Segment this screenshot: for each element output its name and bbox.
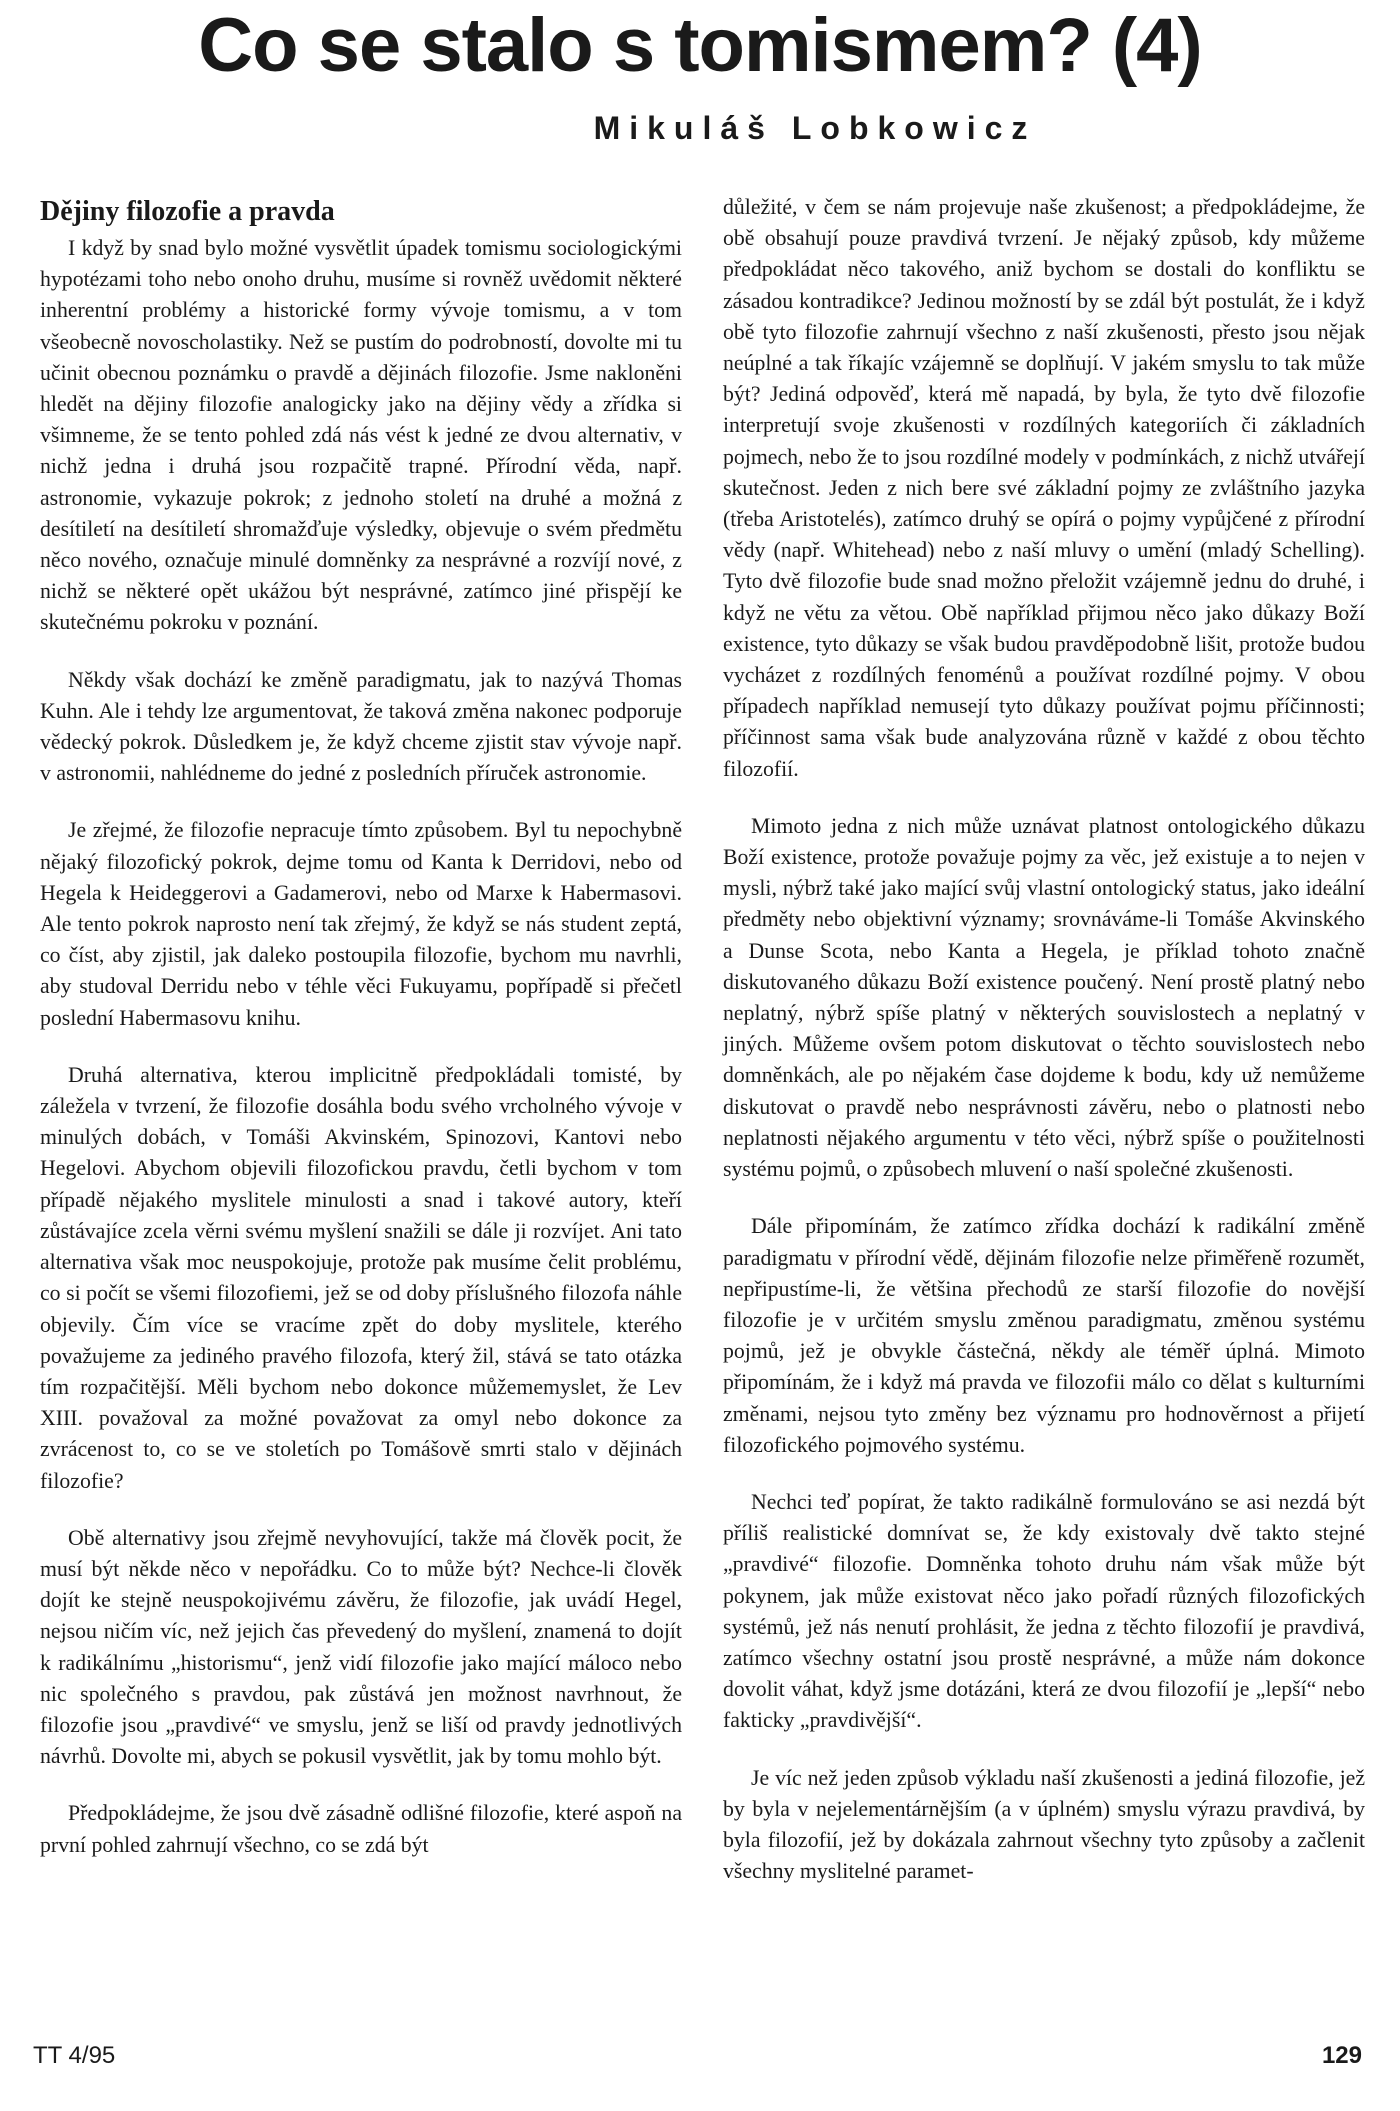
- paragraph: Je víc než jeden způsob výkladu naší zkušenosti a jediná filozofie, jež by byla v nejelementárnějším (a v úplném) smyslu výrazu pravdivá, by byla filozofií, jež by dokázala zahrnout všechny tyto způsoby a začlenit všechny myslitelné paramet-: [723, 1765, 1365, 1884]
- article-author: Mikuláš Lobkowicz: [593, 110, 1037, 146]
- paragraph: důležité, v čem se nám projevuje naše zkušenost; a předpokládejme, že obě obsahují pouze pravdivá tvrzení. Je nějaký způsob, kdy můžeme předpokládat něco takového, aniž bychom se dostali do konfliktu se zásadou kontradikce? Jedinou možností by se zdál být postulát, že i když obě tyto filozofie zahrnují všechno z naší zkušenosti, přesto jsou nějak neúplné a tak říkajíc vzájemně se doplňují. V jakém smyslu to tak může být? Jediná odpověď, která mě napadá, by byla, že tyto dvě filozofie interpretují svoje zkušenosti v rozdílných kategoriích či základních pojmech, nebo že to jsou rozdílné modely v podmínkách, z nichž utvářejí skutečnost. Jeden z nich bere své základní pojmy ze zvláštního jazyka (třeba Aristotelés), zatímco druhý se opírá o pojmy vypůjčené z přírodní vědy (např. Whitehead) nebo z naší mluvy o umění (mladý Schelling). Tyto dvě filozofie bude snad možno přeložit vzájemně jednu do druhé, i když ne větu za větou. Obě například přijmou něco jako důkazy Boží existence, tyto důkazy se však budou pravděpodobně lišit, protože budou vycházet z rozdílných fenoménů a používat rozdílné pojmy. V obou případech například nemusejí tyto důkazy používat pojmu příčinnosti; příčinnost sama však bude analyzována různě v každé z obou těchto filozofií.: [723, 195, 1365, 781]
- paragraph: Předpokládejme, že jsou dvě zásadně odlišné filozofie, které aspoň na první pohled zahrnují všechno, co se zdá být: [40, 1801, 682, 1857]
- paragraph: Mimoto jedna z nich může uznávat platnost ontologického důkazu Boží existence, protože považuje pojmy za věc, jež existuje a to nejen v mysli, nýbrž také jako mající svůj vlastní ontologický status, jako ideální předměty nebo objektivní významy; srovnáváme-li Tomáše Akvinského a Dunse Scota, nebo Kanta a Hegela, je příklad tohoto značně diskutovaného důkazu Boží existence poučený. Není prostě platný nebo neplatný, nýbrž spíše platný v některých souvislostech a neplatný v jiných. Můžeme ovšem potom diskutovat o těchto souvislostech nebo domněnkách, ale po nějakém čase dojdeme k bodu, kdy už nemůžeme diskutovat o pravdě nebo nesprávnosti závěru, nebo o platnosti nebo neplatnosti nějakého argumentu v této věci, nýbrž spíše o použitelnosti systému pojmů, o způsobech mluvení o naší společné zkušenosti.: [723, 813, 1365, 1182]
- right-column: [723, 192, 1365, 1913]
- article-title: Co se stalo s tomismem? (4): [198, 3, 1202, 88]
- paragraph: I když by snad bylo možné vysvětlit úpadek tomismu sociologickými hypotézami toho nebo onoho druhu, musíme si rovněž uvědomit některé inherentní problémy a historické formy vývoje tomismu, a v tom všeobecně novoscholastiky. Než se pustím do podrobností, dovolte mi tu učinit obecnou poznámku o pravdě a dějinách filozofie. Jsme nakloněni hledět na dějiny filozofie analogicky jako na dějiny vědy a zřídka si všimneme, že se tento pohled zdá nás vést k jedné ze dvou alternativ, v nichž jedna i druhá jsou rozpačitě trapné. Přírodní věda, např. astronomie, vykazuje pokrok; z jednoho století na druhé a možná z desítiletí na desítiletí shromažďuje výsledky, objevuje o svém předmětu něco nového, označuje minulé domněnky za nesprávné a rozvíjí nové, z nichž se některé opět ukážou být nesprávné, zatímco jiné přispějí ke skutečnému pokroku v poznání.: [40, 236, 682, 635]
- paragraph: Obě alternativy jsou zřejmě nevyhovující, takže má člověk pocit, že musí být někde něco v nepořádku. Co to může být? Nechce-li člověk dojít ke stejně neuspokojivému závěru, že filozofie, jak uvádí Hegel, nejsou ničím víc, než jejich čas převedený do myšlení, znamená to dojít k radikálnímu „historismu“, jenž vidí filozofie jako mající máloco nebo nic společného s pravdou, pak zůstává jen možnost navrhnout, že filozofie jsou „pravdivé“ ve smyslu, jenž se liší od pravdy jednotlivých návrhů. Dovolte mi, abych se pokusil vysvětlit, jak by tomu mohlo být.: [40, 1525, 682, 1769]
- paragraph: Někdy však dochází ke změně paradigmatu, jak to nazývá Thomas Kuhn. Ale i tehdy lze argumentovat, že taková změna nakonec podporuje vědecký pokrok. Důsledkem je, že když chceme zjistit stav vývoje např. v astronomii, nahlédneme do jedné z posledních příruček astronomie.: [40, 667, 682, 786]
- paragraph: Je zřejmé, že filozofie nepracuje tímto způsobem. Byl tu nepochybně nějaký filozofický pokrok, dejme tomu od Kanta k Derridovi, nebo od Hegela k Heideggerovi a Gadamerovi, nebo od Marxe k Habermasovi. Ale tento pokrok naprosto není tak zřejmý, že když se nás student zeptá, co číst, aby zjistil, jak daleko postoupila filozofie, bychom mu navrhli, aby studoval Derridu nebo v téhle věci Fukuyamu, popřípadě si přečetl poslední Habermasovu knihu.: [40, 818, 682, 1030]
- paragraph: Dále připomínám, že zatímco zřídka dochází k radikální změně paradigmatu v přírodní vědě, dějinám filozofie nelze přiměřeně rozumět, nepřipustíme-li, že většina přechodů ze starší filozofie do novější filozofie je v určitém smyslu změnou paradigmatu, změnou systému pojmů, jež je obvykle částečná, někdy ale téměř úplná. Mimoto připomínám, že i když má pravda ve filozofii málo co dělat s kulturními změnami, nejsou tyto změny bez významu pro hodnověrnost a přijetí filozofického pojmového systému.: [723, 1214, 1365, 1457]
- paragraph: Nechci teď popírat, že takto radikálně formulováno se asi nezdá být příliš realistické domnívat se, že kdy existovaly dvě takto stejné „pravdivé“ filozofie. Domněnka tohoto druhu nám však může být pokynem, jak může existovat něco jako pořadí různých filozofických systémů, jež nás nenutí prohlásit, že jedna z těchto filozofií je pravdivá, zatímco všechny ostatní jsou prostě nesprávné, a může nám dokonce dovolit váhat, když jsme dotázáni, která ze dvou filozofií je „lepší“ nebo fakticky „pravdivější“.: [723, 1489, 1365, 1733]
- page-number: 129: [1321, 2042, 1362, 2069]
- footer-issue: TT 4/95: [33, 2042, 116, 2069]
- paragraph: Druhá alternativa, kterou implicitně předpokládali tomisté, by záležela v tvrzení, že filozofie dosáhla bodu svého vrcholného vývoje v minulých dobách, v Tomáši Akvinském, Spinozovi, Kantovi nebo Hegelovi. Abychom objevili filozofickou pravdu, četli bychom v tom případě nějakého myslitele minulosti a snad i takové autory, kteří zůstávajíce zcela věrni svému myšlení snažili se dále ji rozvíjet. Ani tato alternativa však moc neuspokojuje, protože pak musíme čelit problému, co si počít se všemi filozofiemi, jež se od doby příslušného filozofa náhle objevily. Čím více se vracíme zpět do doby myslitele, kterého považujeme za jediného pravého filozofa, který žil, stává se tato otázka tím rozpačitější. Měli bychom nebo dokonce můžememyslet, že Lev XIII. považoval za možné považovat za omyl nebo dokonce za zvrácenost to, co se ve stoletích po Tomášově smrti stalo v dějinách filozofie?: [40, 1062, 682, 1493]
- section-heading: Dějiny filozofie a pravda: [40, 196, 335, 227]
- left-column: [40, 195, 682, 1887]
